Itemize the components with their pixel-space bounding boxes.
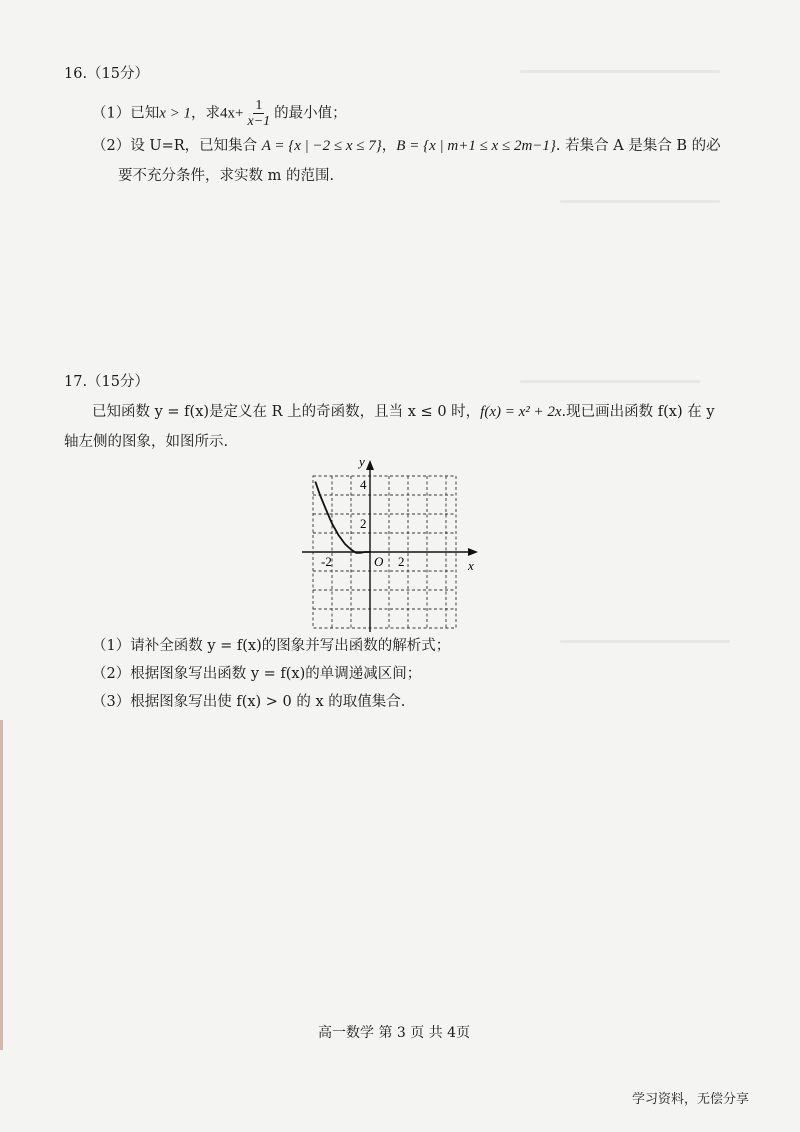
- q16-part1-mid: ，求: [191, 105, 221, 122]
- q16-set-a: A = {x | −2 ≤ x ≤ 7}: [261, 138, 382, 154]
- q16-part2-sep: ，: [381, 138, 397, 154]
- bleed-through-mark: [560, 200, 720, 203]
- origin-label: O: [374, 554, 384, 569]
- q16-part1-label: （1）: [92, 105, 131, 122]
- q17-function-formula: f(x) = x² + 2x: [480, 404, 562, 420]
- q17-intro-a: 已知函数 y = f(x)是定义在 R 上的奇函数，且当 x ≤ 0 时，: [92, 404, 481, 420]
- fraction-numerator: 1: [255, 98, 263, 113]
- q16-part2-label: （2）: [92, 138, 131, 154]
- watermark-text: 学习资料，无偿分享: [632, 1092, 750, 1107]
- q17-intro-line1: [92, 402, 715, 422]
- q17-intro-c: .现已画出函数 f(x) 在 y: [561, 404, 715, 420]
- q16-part1-expression: 4x+: [220, 105, 244, 122]
- x-tick-minus-2: -2: [321, 554, 332, 569]
- bleed-through-mark: [520, 70, 720, 73]
- bleed-through-mark: [520, 380, 700, 383]
- q17-item-1: （1）请补全函数 y = f(x)的图象并写出函数的解析式；: [92, 638, 451, 654]
- q17-header: 17.（15分）: [64, 374, 150, 390]
- q16-part1-post: 的最小值；: [274, 105, 347, 122]
- scan-edge-mark: [0, 720, 3, 1050]
- y-tick-4: 4: [360, 477, 367, 492]
- y-axis-arrow-icon: [366, 460, 374, 470]
- q17-item-2: （2）根据图象写出函数 y = f(x)的单调递减区间；: [92, 666, 422, 682]
- q16-part1-pre: 已知: [130, 105, 160, 122]
- x-axis-label: x: [468, 558, 474, 573]
- function-graph: [296, 452, 486, 632]
- page-footer: 高一数学 第 3 页 共 4页: [318, 1025, 471, 1041]
- q17-item-3: （3）根据图象写出使 f(x) > 0 的 x 的取值集合.: [92, 694, 406, 710]
- q16-part2-text-b: . 若集合 A 是集合 B 的必: [555, 138, 721, 154]
- bleed-through-mark: [560, 640, 730, 643]
- y-tick-2: 2: [360, 516, 367, 531]
- y-axis-label: y: [359, 454, 365, 469]
- x-axis-arrow-icon: [468, 548, 478, 556]
- q16-part2-line2: 要不充分条件，求实数 m 的范围.: [118, 168, 335, 184]
- q16-part2-text-a: 设 U=R，已知集合: [130, 138, 262, 154]
- q16-part1: [92, 98, 347, 129]
- q16-part1-fraction: [245, 98, 272, 129]
- q17-intro-line2: 轴左侧的图象，如图所示.: [64, 434, 229, 450]
- q16-set-b: B = {x | m+1 ≤ x ≤ 2m−1}: [396, 138, 556, 154]
- q16-part2-line1: [92, 136, 721, 156]
- fraction-denominator: x−1: [247, 114, 271, 129]
- x-tick-2: 2: [398, 554, 405, 569]
- q16-part1-condition: x > 1: [159, 105, 192, 122]
- q16-header: 16.（15分）: [64, 66, 150, 82]
